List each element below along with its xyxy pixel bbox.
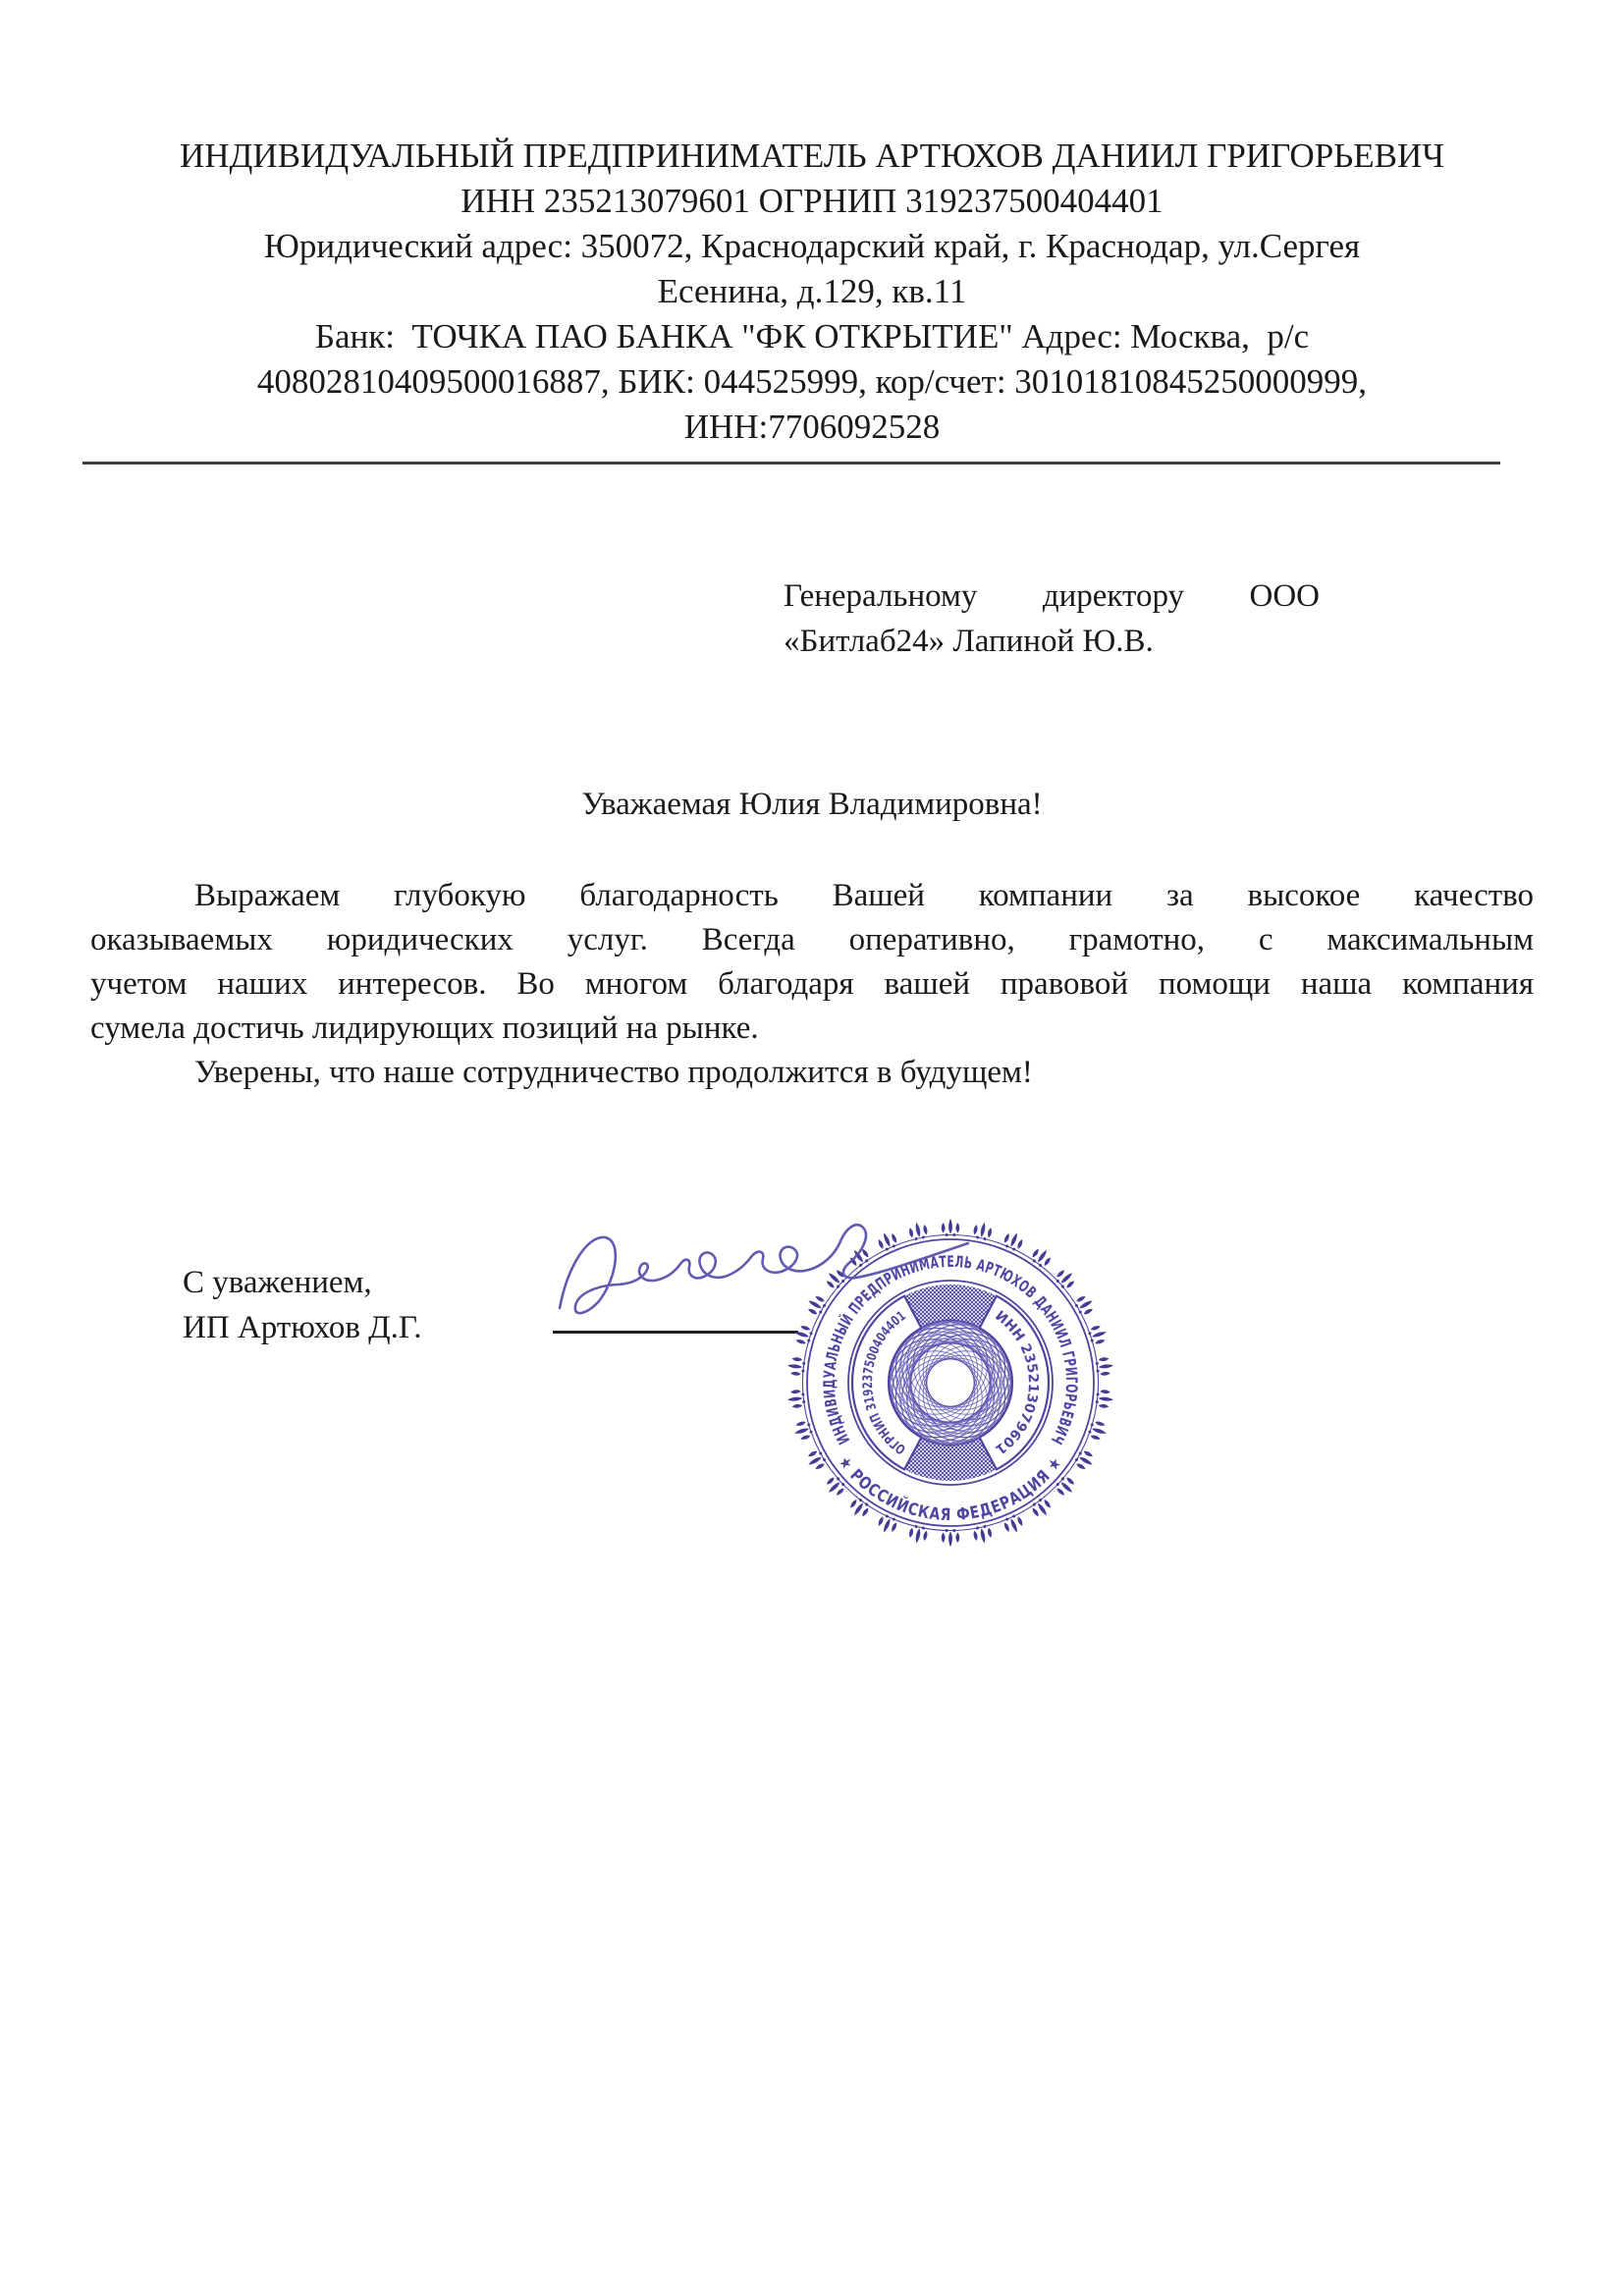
- letter-body: [90, 874, 1534, 1095]
- closing-line: С уважением,: [183, 1265, 372, 1300]
- closing-line: ИП Артюхов Д.Г.: [183, 1310, 422, 1345]
- closing-block: [183, 1260, 422, 1350]
- stamp-bottom-text: ★ РОССИЙСКАЯ ФЕДЕРАЦИЯ ★: [834, 1450, 1069, 1526]
- letterhead-line: ИНН:7706092528: [683, 408, 941, 446]
- stamp-ring-text: ИНДИВИДУАЛЬНЫЙ ПРЕДПРИНИМАТЕЛЬ АРТЮХОВ ДАНИИЛ ГРИГОРЬЕВИЧ: [819, 1251, 1082, 1452]
- stamp-inn-text: ИНН 235213079601: [992, 1308, 1042, 1457]
- addressee-line: [784, 574, 1320, 619]
- letterhead-line: Есенина, д.129, кв.11: [657, 272, 967, 310]
- body-line: сумела достичь лидирующих позиций на рынке.: [90, 1011, 759, 1046]
- signature-scribble: [530, 1208, 1001, 1336]
- stamp-ogrnip-text: ОГРНИП 319237500404401: [859, 1306, 911, 1457]
- addressee-word: Генеральному: [784, 578, 978, 614]
- addressee-line: «Битлаб24» Лапиной Ю.В.: [784, 624, 1154, 659]
- letterhead-line: Юридический адрес: 350072, Краснодарский край, г. Краснодар, ул.Сергея: [263, 227, 1361, 265]
- letterhead-line: Банк: ТОЧКА ПАО БАНКА "ФК ОТКРЫТИЕ" Адрес: Москва, р/с: [314, 317, 1310, 355]
- divider-rule: [82, 462, 1500, 464]
- letterhead: [88, 134, 1536, 450]
- letterhead-line: 40802810409500016887, БИК: 044525999, кор/счет: 30101810845250000999,: [256, 362, 1368, 401]
- body-line: оказываемых юридических услуг. Всегда оперативно, грамотно, с максимальным: [90, 922, 1534, 957]
- letterhead-line: ИНДИВИДУАЛЬНЫЙ ПРЕДПРИНИМАТЕЛЬ АРТЮХОВ ДАНИИЛ ГРИГОРЬЕВИЧ: [179, 137, 1445, 175]
- letterhead-line: ИНН 235213079601 ОГРНИП 319237500404401: [460, 182, 1164, 220]
- addressee-word: директору: [1042, 578, 1185, 614]
- body-line: учетом наших интересов. Во многом благодаря вашей правовой помощи наша компания: [90, 966, 1534, 1002]
- addressee-block: [784, 574, 1320, 664]
- addressee-word: ООО: [1249, 578, 1320, 614]
- salutation: Уважаемая Юлия Владимировна!: [581, 787, 1043, 822]
- body-line: Выражаем глубокую благодарность Вашей компании за высокое качество: [194, 878, 1534, 913]
- body-line: Уверены, что наше сотрудничество продолжится в будущем!: [194, 1055, 1033, 1090]
